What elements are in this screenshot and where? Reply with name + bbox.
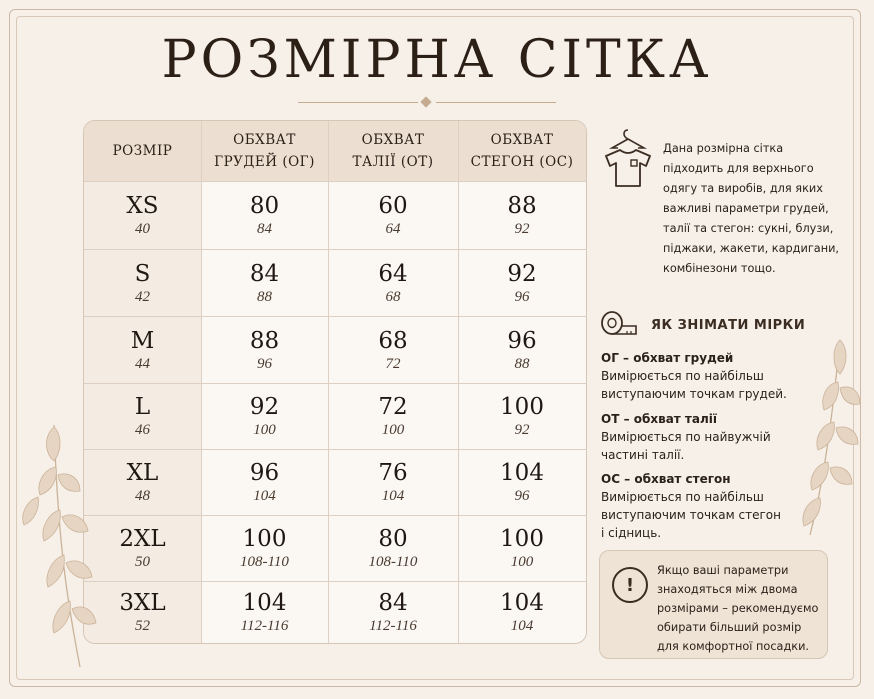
leaf-branch-icon	[18, 405, 98, 675]
hips-alt-value: 88	[514, 355, 530, 372]
chest-cell	[201, 450, 328, 516]
hips-alt-value: 104	[510, 618, 534, 634]
waist-alt-value: 112-116	[369, 618, 417, 634]
hips-alt-value: 100	[510, 554, 534, 570]
waist-cell	[328, 582, 458, 644]
hips-cell	[458, 317, 586, 384]
size-alt-value: 50	[135, 554, 150, 570]
hips-value: 100	[500, 394, 544, 420]
hips-cell	[458, 182, 586, 250]
size-alt-value: 40	[135, 221, 150, 237]
header-size: РОЗМІР	[112, 143, 173, 159]
table-row	[84, 249, 586, 317]
size-alt-value: 46	[135, 422, 150, 438]
leaf-branch-icon	[790, 330, 862, 540]
waist-cell	[328, 450, 458, 516]
size-cell	[84, 317, 201, 384]
measure-os: ОС – обхват стегон Вимірюється по найбільш виступаючим точкам стегон і сідниць.	[601, 472, 781, 540]
hips-cell	[458, 250, 586, 317]
chest-alt-value: 96	[257, 355, 272, 372]
waist-cell	[328, 250, 458, 317]
table-row	[84, 449, 586, 516]
waist-cell	[328, 516, 458, 582]
size-alt-value: 52	[135, 618, 150, 634]
waist-value: 84	[378, 590, 408, 616]
header-hips: ОБХВАТ СТЕГОН (ОС)	[470, 132, 574, 170]
hips-alt-value: 96	[514, 488, 530, 504]
hips-value: 96	[507, 327, 537, 354]
waist-value: 64	[378, 260, 408, 287]
exclamation-icon: !	[612, 567, 648, 603]
chest-alt-value: 112-116	[240, 618, 289, 634]
chest-cell	[201, 582, 328, 644]
table-row	[84, 383, 586, 450]
chest-alt-value: 88	[257, 288, 272, 305]
waist-value: 72	[378, 394, 408, 420]
chest-cell	[201, 516, 328, 582]
measuring-tape-icon	[600, 309, 640, 339]
note-text: Якщо ваші параметри знаходяться між двома розмірами – рекомендуємо обирати більший розмір для комфортної посадки.	[657, 564, 819, 653]
size-value: S	[134, 260, 151, 287]
size-alt-value: 44	[135, 355, 150, 372]
size-value: 3XL	[119, 590, 166, 616]
size-cell	[84, 384, 201, 450]
table-row	[84, 515, 586, 582]
waist-alt-value: 104	[381, 488, 405, 504]
size-value: M	[130, 327, 155, 354]
hips-value: 104	[500, 460, 544, 486]
hips-value: 104	[500, 590, 544, 616]
header-waist: ОБХВАТ ТАЛІЇ (ОТ)	[352, 132, 434, 170]
chest-alt-value: 104	[253, 488, 276, 504]
chest-cell	[201, 384, 328, 450]
chest-value: 96	[249, 460, 280, 486]
measure-ot: ОТ – обхват талії Вимірюється по найвужчій частині талії.	[601, 412, 771, 462]
hips-value: 88	[507, 193, 537, 219]
tshirt-icon	[600, 128, 656, 188]
hips-value: 92	[507, 260, 537, 287]
table-row	[84, 581, 586, 644]
hips-cell	[458, 582, 586, 644]
size-value: XS	[126, 193, 159, 219]
waist-alt-value: 108-110	[368, 554, 418, 570]
hips-alt-value: 92	[514, 422, 530, 438]
hips-cell	[458, 384, 586, 450]
size-cell	[84, 516, 201, 582]
intro-text: Дана розмірна сітка підходить для верхнього одягу та виробів, для яких важливі параметри грудей, талії та стегон: сукні, блузи, піджаки, жакети, кардигани, комбінезони тощо.	[663, 142, 840, 275]
waist-alt-value: 72	[385, 355, 401, 372]
waist-value: 68	[378, 327, 408, 354]
title-divider	[298, 102, 556, 104]
size-table	[83, 120, 587, 644]
size-cell	[84, 182, 201, 250]
chest-value: 84	[249, 260, 280, 287]
hips-alt-value: 96	[514, 288, 530, 305]
waist-alt-value: 64	[385, 221, 401, 237]
hips-cell	[458, 516, 586, 582]
table-row	[84, 181, 586, 250]
waist-value: 60	[378, 193, 408, 219]
chest-alt-value: 108-110	[240, 554, 289, 570]
waist-value: 76	[378, 460, 408, 486]
chest-cell	[201, 250, 328, 317]
table-row	[84, 316, 586, 384]
size-alt-value: 42	[135, 288, 150, 305]
header-chest: ОБХВАТ ГРУДЕЙ (ОГ)	[214, 132, 315, 170]
chest-cell	[201, 317, 328, 384]
waist-value: 80	[378, 526, 408, 552]
size-note	[599, 550, 828, 659]
page-title: РОЗМІРНА СІТКА	[161, 30, 713, 90]
how-to-title: ЯК ЗНІМАТИ МІРКИ	[651, 318, 806, 333]
waist-alt-value: 100	[381, 422, 405, 438]
waist-alt-value: 68	[385, 288, 401, 305]
chest-value: 88	[249, 327, 280, 354]
measure-og: ОГ – обхват грудей Вимірюється по найбільш виступаючим точкам грудей.	[601, 351, 787, 401]
size-value: XL	[126, 460, 159, 486]
waist-cell	[328, 182, 458, 250]
chest-value: 80	[249, 193, 280, 219]
size-cell	[84, 450, 201, 516]
size-value: 2XL	[119, 526, 166, 552]
chest-cell	[201, 182, 328, 250]
chest-value: 92	[249, 394, 280, 420]
table-header	[84, 121, 586, 181]
size-value: L	[134, 394, 151, 420]
chest-value: 100	[242, 526, 287, 552]
hips-cell	[458, 450, 586, 516]
waist-cell	[328, 384, 458, 450]
size-alt-value: 48	[135, 488, 150, 504]
chest-alt-value: 84	[257, 221, 272, 237]
chest-value: 104	[242, 590, 287, 616]
chest-alt-value: 100	[253, 422, 276, 438]
size-cell	[84, 250, 201, 317]
size-cell	[84, 582, 201, 644]
hips-alt-value: 92	[514, 221, 530, 237]
waist-cell	[328, 317, 458, 384]
hips-value: 100	[500, 526, 544, 552]
